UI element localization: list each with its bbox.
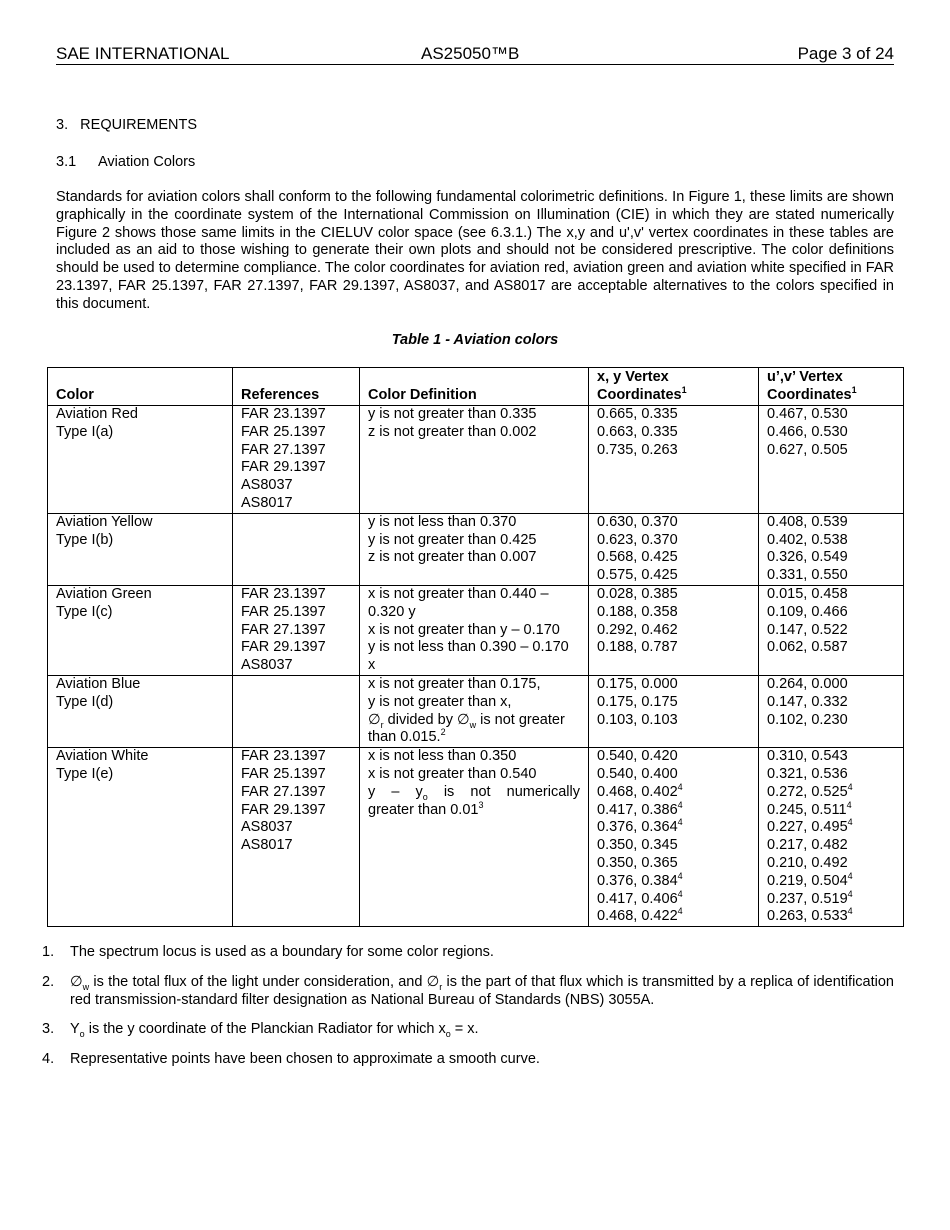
- header-color: Color: [48, 368, 233, 406]
- coordinate-line: 0.540, 0.400: [597, 765, 678, 782]
- color-name-line: Aviation White: [56, 748, 149, 765]
- coordinate-line: 0.219, 0.504$^4$: [767, 870, 853, 889]
- reference-line: FAR 27.1397: [241, 621, 326, 638]
- header-organization: SAE INTERNATIONAL: [56, 44, 230, 63]
- footnote-2: 2. $\emptyset_w$ is the total flux of the light under consideration, and $\emptyset_r$ is the part of that flux which is transmitted by a replica of identification red transmission-standard filter designation as National Bureau of Standards (NBS) 3055A.: [42, 973, 894, 1008]
- coordinate-line: 0.227, 0.495$^4$: [767, 817, 853, 836]
- cell-color: [48, 585, 233, 675]
- cell-color: [48, 748, 233, 927]
- coordinate-line: 0.540, 0.420: [597, 748, 678, 765]
- cell-xy-coordinates: [589, 675, 759, 747]
- reference-line: FAR 29.1397: [241, 459, 326, 476]
- coordinate-line: 0.028, 0.385: [597, 585, 678, 602]
- coordinate-line: 0.376, 0.384$^4$: [597, 870, 683, 889]
- color-name-line: Type I(a): [56, 423, 114, 440]
- reference-line: FAR 25.1397: [241, 423, 326, 440]
- reference-line: AS8017: [241, 837, 293, 854]
- coordinate-line: 0.321, 0.536: [767, 765, 848, 782]
- header-uv-line2: Coordinates$^1$: [767, 385, 857, 404]
- coordinate-line: 0.237, 0.519$^4$: [767, 888, 853, 907]
- table-row: [48, 675, 904, 747]
- coordinate-line: 0.467, 0.530: [767, 406, 848, 422]
- coordinate-line: 0.326, 0.549: [767, 549, 848, 566]
- coordinate-line: 0.402, 0.538: [767, 531, 848, 548]
- table-row: [48, 406, 904, 514]
- coordinate-line: 0.376, 0.364$^4$: [597, 817, 683, 836]
- cell-xy-coordinates: [589, 406, 759, 514]
- coordinate-line: 0.623, 0.370: [597, 531, 678, 548]
- coordinate-line: 0.350, 0.365: [597, 854, 678, 871]
- header-document-number: AS25050™B: [421, 44, 520, 63]
- cell-references: [233, 748, 360, 927]
- footnote-4: 4. Representative points have been chosen to approximate a smooth curve.: [42, 1051, 540, 1068]
- definition-line: y is not greater than 0.335: [368, 406, 537, 422]
- reference-line: FAR 29.1397: [241, 801, 326, 818]
- cell-uv-coordinates: [759, 406, 904, 514]
- cell-color-definition: [360, 585, 589, 675]
- table-row: [48, 585, 904, 675]
- definition-line: greater than 0.01$^3$: [368, 799, 484, 818]
- coordinate-line: 0.015, 0.458: [767, 585, 848, 602]
- definition-line: x is not greater than 0.175,: [368, 675, 541, 692]
- reference-line: FAR 29.1397: [241, 639, 326, 656]
- subsection-title: Aviation Colors: [98, 154, 196, 170]
- coordinate-line: 0.575, 0.425: [597, 567, 678, 584]
- coordinate-line: 0.630, 0.370: [597, 513, 678, 530]
- reference-line: FAR 25.1397: [241, 603, 326, 620]
- coordinate-line: 0.188, 0.787: [597, 639, 678, 656]
- color-name-line: Type I(b): [56, 531, 114, 548]
- reference-line: FAR 27.1397: [241, 783, 326, 800]
- header-xy-line1: x, y Vertex: [597, 369, 669, 386]
- coordinate-line: 0.663, 0.335: [597, 423, 678, 440]
- definition-line: x is not less than 0.350: [368, 748, 517, 765]
- coordinate-line: 0.272, 0.525$^4$: [767, 781, 853, 800]
- coordinate-line: 0.417, 0.386$^4$: [597, 799, 683, 818]
- coordinate-line: 0.350, 0.345: [597, 837, 678, 854]
- definition-line: y – $y_o$ is not numerically: [368, 783, 580, 802]
- footnote-1: 1. The spectrum locus is used as a boundary for some color regions.: [42, 944, 494, 960]
- cell-xy-coordinates: [589, 513, 759, 585]
- section-heading: 3. REQUIREMENTS: [56, 117, 197, 133]
- cell-uv-coordinates: [759, 675, 904, 747]
- reference-line: AS8037: [241, 657, 293, 674]
- cell-references: [233, 675, 360, 747]
- aviation-colors-table: [47, 367, 904, 927]
- subsection-heading: [56, 153, 195, 171]
- definition-line: y is not greater than 0.425: [368, 531, 537, 548]
- coordinate-line: 0.568, 0.425: [597, 549, 678, 566]
- reference-line: AS8037: [241, 477, 293, 494]
- coordinate-line: 0.147, 0.522: [767, 621, 848, 638]
- coordinate-line: 0.417, 0.406$^4$: [597, 888, 683, 907]
- coordinate-line: 0.466, 0.530: [767, 423, 848, 440]
- reference-line: FAR 23.1397: [241, 748, 326, 765]
- reference-line: FAR 23.1397: [241, 585, 326, 602]
- cell-color: [48, 675, 233, 747]
- definition-line: 0.320 y: [368, 603, 416, 620]
- table-caption: Table 1 - Aviation colors: [391, 332, 559, 348]
- definition-line: x is not greater than y – 0.170: [368, 621, 560, 638]
- definition-line: y is not less than 0.390 – 0.170: [368, 639, 569, 656]
- cell-xy-coordinates: [589, 585, 759, 675]
- definition-line: x: [368, 657, 376, 674]
- reference-line: AS8037: [241, 819, 293, 836]
- coordinate-line: 0.263, 0.533$^4$: [767, 906, 853, 925]
- coordinate-line: 0.408, 0.539: [767, 513, 848, 530]
- header-references: References: [233, 368, 360, 406]
- table-header-row: [48, 368, 904, 406]
- color-name-line: Type I(d): [56, 693, 114, 710]
- header-color-definition: Color Definition: [360, 368, 589, 406]
- coordinate-line: 0.147, 0.332: [767, 693, 848, 710]
- cell-color-definition: [360, 406, 589, 514]
- reference-line: AS8017: [241, 494, 293, 511]
- color-name-line: Type I(c): [56, 603, 113, 620]
- reference-line: FAR 25.1397: [241, 765, 326, 782]
- coordinate-line: 0.103, 0.103: [597, 711, 678, 728]
- coordinate-line: 0.062, 0.587: [767, 639, 848, 656]
- color-name-line: Type I(e): [56, 765, 114, 782]
- cell-references: [233, 513, 360, 585]
- page-header: [56, 44, 894, 65]
- definition-line: $\emptyset_r$ divided by $\emptyset_w$ is not greater: [368, 711, 565, 730]
- coordinate-line: 0.468, 0.402$^4$: [597, 781, 683, 800]
- color-name-line: Aviation Red: [56, 406, 138, 422]
- cell-uv-coordinates: [759, 585, 904, 675]
- cell-color-definition: [360, 748, 589, 927]
- coordinate-line: 0.331, 0.550: [767, 567, 848, 584]
- cell-color-definition: [360, 513, 589, 585]
- color-name-line: Aviation Yellow: [56, 513, 153, 530]
- header-page-number: Page 3 of 24: [797, 44, 894, 63]
- color-name-line: Aviation Green: [56, 585, 152, 602]
- definition-line: x is not greater than 0.540: [368, 765, 537, 782]
- footnotes: [42, 944, 894, 1081]
- header-uv-coordinates: [759, 368, 904, 406]
- definition-line: y is not less than 0.370: [368, 513, 517, 530]
- coordinate-line: 0.665, 0.335: [597, 406, 678, 422]
- header-xy-coordinates: [589, 368, 759, 406]
- cell-references: [233, 585, 360, 675]
- coordinate-line: 0.210, 0.492: [767, 854, 848, 871]
- coordinate-line: 0.175, 0.175: [597, 693, 678, 710]
- definition-line: x is not greater than 0.440 –: [368, 585, 549, 602]
- coordinate-line: 0.109, 0.466: [767, 603, 848, 620]
- cell-color: [48, 406, 233, 514]
- header-xy-line2: Coordinates$^1$: [597, 385, 687, 404]
- header-uv-line1: u’,v’ Vertex: [767, 369, 843, 386]
- coordinate-line: 0.735, 0.263: [597, 441, 678, 458]
- cell-color: [48, 513, 233, 585]
- definition-line: than 0.015.$^2$: [368, 727, 446, 746]
- cell-xy-coordinates: [589, 748, 759, 927]
- coordinate-line: 0.468, 0.422$^4$: [597, 906, 683, 925]
- definition-line: z is not greater than 0.007: [368, 549, 537, 566]
- footnote-3: 3. $Y_o$ is the y coordinate of the Planckian Radiator for which $x_o = x$.: [42, 1021, 479, 1040]
- table-row: [48, 748, 904, 927]
- coordinate-line: 0.217, 0.482: [767, 837, 848, 854]
- coordinate-line: 0.292, 0.462: [597, 621, 678, 638]
- definition-line: y is not greater than x,: [368, 693, 512, 710]
- coordinate-line: 0.310, 0.543: [767, 748, 848, 765]
- reference-line: FAR 27.1397: [241, 441, 326, 458]
- cell-color-definition: [360, 675, 589, 747]
- definition-line: z is not greater than 0.002: [368, 423, 537, 440]
- color-name-line: Aviation Blue: [56, 675, 141, 692]
- cell-references: [233, 406, 360, 514]
- intro-paragraph: Standards for aviation colors shall conform to the following fundamental colorimetric definitions. In Figure 1, these limits are shown graphically in the coordinate system of the International Commission on Illumination (CIE) in which they are stated numerically Figure 2 shows those same limits in the CIELUV color space (see 6.3.1.) The x,y and u',v' vertex coordinates in these tables are included as an aid to those wishing to generate their own plots and should not be considered prescriptive. The color definitions should be used to determine compliance. The color coordinates for aviation red, aviation green and aviation white specified in FAR 23.1397, FAR 25.1397, FAR 27.1397, FAR 29.1397, AS8037, and AS8017 are acceptable alternatives to the colors specified in this document.: [56, 189, 894, 312]
- coordinate-line: 0.627, 0.505: [767, 441, 848, 458]
- cell-uv-coordinates: [759, 748, 904, 927]
- table-row: [48, 513, 904, 585]
- coordinate-line: 0.264, 0.000: [767, 675, 848, 692]
- coordinate-line: 0.188, 0.358: [597, 603, 678, 620]
- reference-line: FAR 23.1397: [241, 406, 326, 422]
- coordinate-line: 0.175, 0.000: [597, 675, 678, 692]
- subsection-number: 3.1: [56, 154, 77, 170]
- coordinate-line: 0.102, 0.230: [767, 711, 848, 728]
- cell-uv-coordinates: [759, 513, 904, 585]
- coordinate-line: 0.245, 0.511$^4$: [767, 799, 852, 818]
